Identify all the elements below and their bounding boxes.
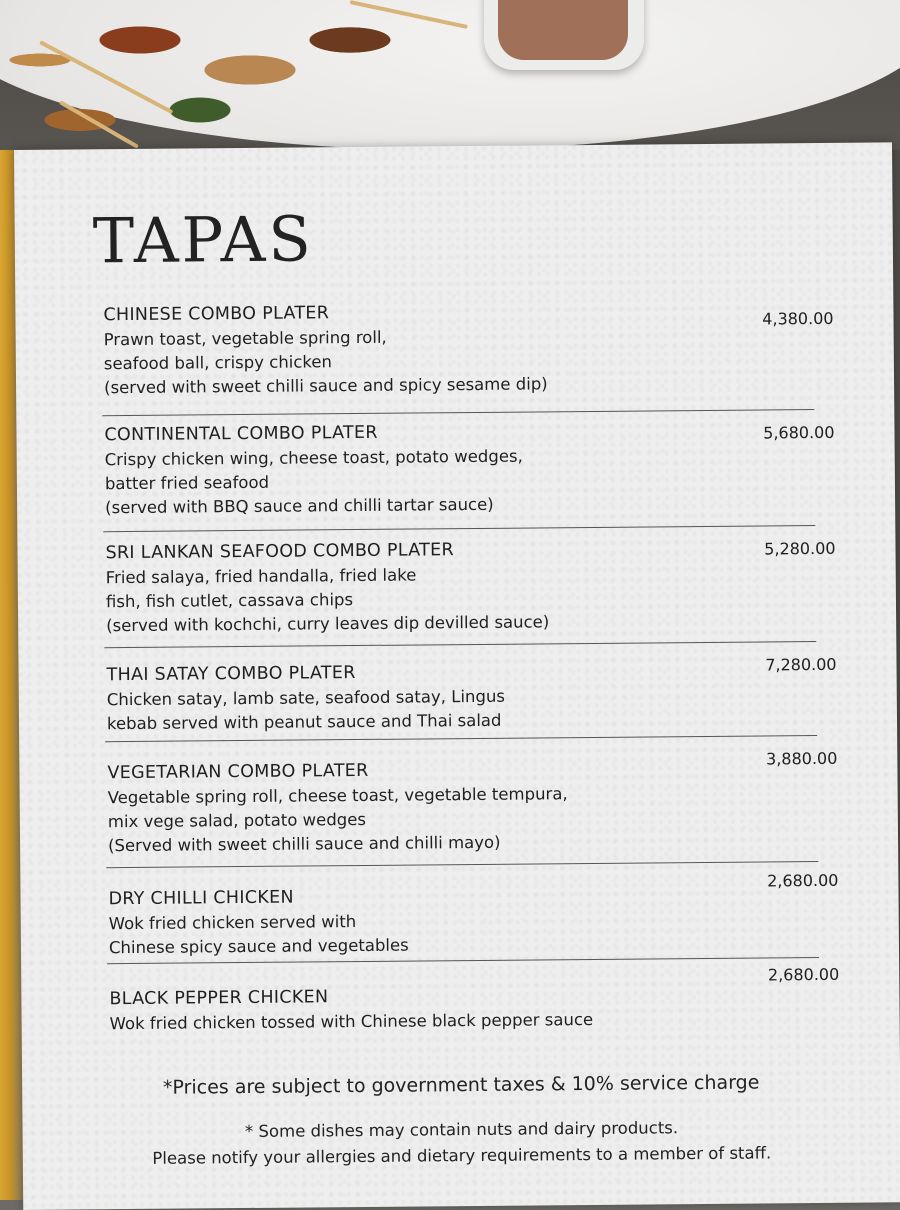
allergy-note: Please notify your allergies and dietary requirements to a member of staff. — [152, 1143, 772, 1168]
tax-note: *Prices are subject to government taxes & 10% service charge — [162, 1071, 760, 1099]
item-divider — [103, 525, 815, 532]
item-description: Crispy chicken wing, cheese toast, potato wedges, — [104, 446, 523, 470]
item-name: CONTINENTAL COMBO PLATER — [104, 422, 378, 446]
item-name: VEGETARIAN COMBO PLATER — [107, 760, 369, 784]
item-description: mix vege salad, potato wedges — [107, 809, 367, 832]
item-divider — [106, 861, 818, 868]
item-divider — [105, 735, 817, 742]
menu-item — [106, 654, 837, 736]
item-divider — [102, 409, 814, 416]
item-name: THAI SATAY COMBO PLATER — [106, 663, 356, 686]
item-description: (served with sweet chilli sauce and spicy sesame dip) — [103, 374, 548, 398]
item-description: Wok fried chicken tossed with Chinese black pepper sauce — [109, 1009, 594, 1034]
item-description: (served with kochchi, curry leaves dip devilled sauce) — [106, 612, 550, 636]
item-name: SRI LANKAN SEAFOOD COMBO PLATER — [105, 540, 455, 564]
menu-item — [108, 870, 839, 960]
menu-item — [105, 537, 836, 638]
item-price: 2,680.00 — [767, 964, 840, 985]
item-description: Fried salaya, fried handalla, fried lake — [105, 565, 417, 588]
item-price: 5,280.00 — [764, 538, 836, 559]
item-price: 4,380.00 — [762, 308, 834, 329]
food-platter — [0, 0, 470, 150]
item-description: Chicken satay, lamb sate, seafood satay, Lingus — [106, 686, 506, 710]
menu-item — [109, 964, 840, 1036]
peanut-sauce — [498, 0, 628, 60]
item-description: seafood ball, crispy chicken — [103, 352, 333, 374]
item-description: (served with BBQ sauce and chilli tartar sauce) — [105, 494, 494, 518]
item-divider — [104, 641, 816, 648]
item-name: CHINESE COMBO PLATER — [103, 303, 330, 326]
menu-item — [103, 299, 834, 400]
item-name: BLACK PEPPER CHICKEN — [109, 987, 329, 1010]
item-description: Prawn toast, vegetable spring roll, — [103, 327, 387, 350]
allergy-note: * Some dishes may contain nuts and dairy products. — [244, 1118, 679, 1142]
menu-item — [104, 419, 835, 520]
menu-title: TAPAS — [92, 202, 315, 278]
item-description: (Served with sweet chilli sauce and chilli mayo) — [107, 832, 501, 856]
item-price: 2,680.00 — [767, 870, 839, 891]
item-description: Vegetable spring roll, cheese toast, vegetable tempura, — [107, 784, 568, 808]
item-description: batter fried seafood — [104, 472, 270, 494]
item-price: 7,280.00 — [765, 654, 837, 675]
item-price: 5,680.00 — [763, 422, 835, 443]
item-description: Wok fried chicken served with — [108, 912, 357, 934]
item-price: 3,880.00 — [766, 748, 838, 769]
menu-item — [107, 748, 838, 858]
menu-page — [14, 142, 900, 1210]
item-description: Chinese spicy sauce and vegetables — [108, 935, 409, 958]
item-description: fish, fish cutlet, cassava chips — [105, 590, 354, 612]
item-description: kebab served with peanut sauce and Thai salad — [106, 710, 502, 734]
item-name: DRY CHILLI CHICKEN — [108, 887, 294, 910]
